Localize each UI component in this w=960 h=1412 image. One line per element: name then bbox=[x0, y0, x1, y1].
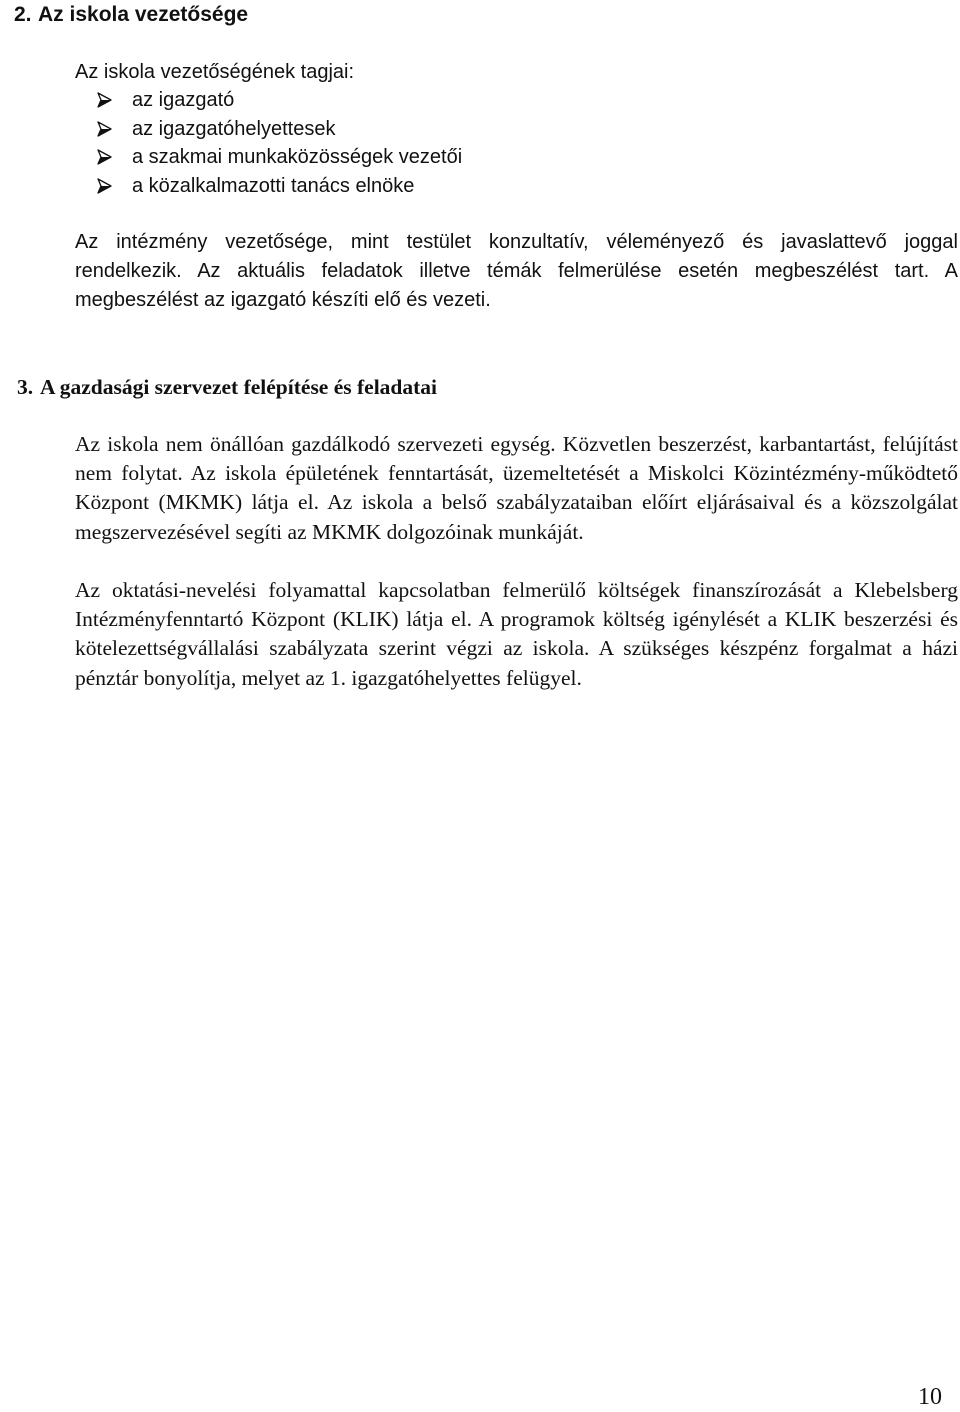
arrowhead-bullet-icon bbox=[96, 92, 112, 108]
leadership-paragraph: Az intézmény vezetősége, mint testület konzultatív, véleményező és javaslattevő joggal rendelkezik. Az aktuális feladatok illetve témák felmerülése esetén megbeszélést tart. A megbeszélést az igazgató készíti elő és vezeti. bbox=[75, 231, 958, 311]
member-label: a szakmai munkaközösségek vezetői bbox=[132, 146, 463, 169]
list-item bbox=[96, 115, 462, 144]
economic-paragraph-1: Az iskola nem önállóan gazdálkodó szervezeti egység. Közvetlen beszerzést, karbantartást, felújítást nem folytat. Az iskola épületének fenntartását, üzemeltetését a Miskolci Közintézmény-működtető Központ (MKMK) látja el. Az iskola a belső szabályzataiban előírt eljárásaival és a közszolgálat megszervezésével segíti az MKMK dolgozóinak munkáját. bbox=[75, 432, 958, 544]
member-label: az igazgató bbox=[132, 89, 235, 111]
section-2-heading bbox=[14, 2, 248, 28]
economic-paragraph-2: Az oktatási-nevelési folyamattal kapcsolatban felmerülő költségek finanszírozását a Klebelsberg Intézményfenntartó Központ (KLIK) látja el. A programok költség igénylését a KLIK beszerzési és kötelezettségvállalási szabályzata szerint végzi az iskola. A szükséges készpénz forgalmat a házi pénztár bonyolítja, melyet az 1. igazgatóhelyettes felügyel. bbox=[75, 578, 958, 690]
member-label: a közalkalmazotti tanács elnöke bbox=[132, 174, 415, 197]
list-item bbox=[96, 86, 462, 115]
list-item bbox=[96, 172, 462, 201]
section-3-heading bbox=[17, 373, 437, 401]
section-2-number: 2. bbox=[14, 3, 32, 26]
arrowhead-bullet-icon bbox=[96, 178, 112, 194]
section-3-title: A gazdasági szervezet felépítése és feladatai bbox=[40, 375, 438, 399]
arrowhead-bullet-icon bbox=[96, 121, 112, 137]
page-number: 10 bbox=[918, 1384, 942, 1410]
leadership-members-list bbox=[96, 86, 462, 200]
leadership-intro: Az iskola vezetőségének tagjai: bbox=[75, 61, 355, 83]
list-item bbox=[96, 143, 462, 172]
arrowhead-bullet-icon bbox=[96, 149, 112, 165]
member-label: az igazgatóhelyettesek bbox=[132, 117, 336, 140]
section-2-title: Az iskola vezetősége bbox=[38, 3, 249, 26]
section-3-number: 3. bbox=[17, 375, 34, 399]
